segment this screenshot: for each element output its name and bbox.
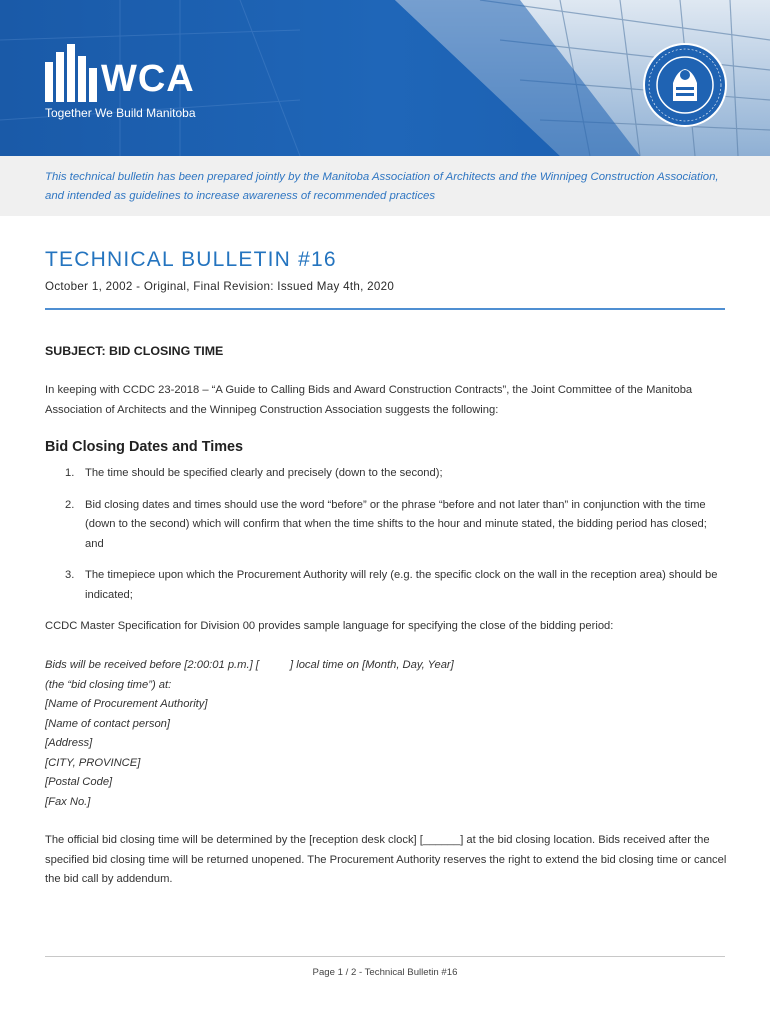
- intro-paragraph: In keeping with CCDC 23-2018 – “A Guide to Calling Bids and Award Construction Contracts”, the Joint Committee of the Manitoba Association of Architects and the Winnipeg Construction Association suggests the following:: [45, 384, 693, 416]
- header-banner: [0, 0, 770, 156]
- sample-line: [Name of Procurement Authority]: [45, 698, 208, 710]
- wca-logo: [45, 44, 245, 124]
- list-number: 3.: [65, 569, 75, 581]
- maa-seal: [643, 43, 727, 127]
- list-text: Bid closing dates and times should use the word “before” or the phrase “before and not later than” in conjunction with the time (down to the second) which will confirm that when the time shifts to the hour and minute stated, the bidding period has closed; and: [85, 498, 707, 550]
- intro-band: [0, 156, 770, 216]
- guideline-list: [45, 464, 727, 617]
- list-item: [45, 464, 727, 484]
- list-number: 2.: [65, 498, 75, 511]
- sample-line: Bids will be received before [2:00:01 p.m.] [ ] local time on [Month, Day, Year]: [45, 659, 454, 671]
- intro-text: This technical bulletin has been prepared jointly by the Manitoba Association of Architects and the Winnipeg Construction Association, and intended as guidelines to increase awareness of recommended practices: [45, 171, 719, 202]
- closing-paragraph: The official bid closing time will be determined by the [reception desk clock] [______] at the bid closing location. Bids received after the specified bid closing time will be returned unopened. The Procurement Authority reserves the right to extend the bid closing time or cancel the bid call by addendum.: [45, 834, 727, 885]
- bulletin-title: TECHNICAL BULLETIN #16: [45, 248, 337, 271]
- list-text: The timepiece upon which the Procurement Authority will rely (e.g. the specific clock on the wall in the reception area) should be indicated;: [85, 569, 718, 601]
- sample-line: [Address]: [45, 737, 93, 749]
- sample-line: [Fax No.]: [45, 795, 91, 808]
- bulletin-dateline: October 1, 2002 - Original, Final Revision: Issued May 4th, 2020: [45, 280, 395, 293]
- sample-line: [Name of contact person]: [45, 717, 170, 730]
- list-text: The time should be specified clearly and precisely (down to the second);: [85, 467, 443, 479]
- title-divider: [45, 308, 725, 310]
- list-item: [45, 566, 727, 605]
- subject-heading: SUBJECT: BID CLOSING TIME: [45, 344, 224, 358]
- sample-line: [Postal Code]: [45, 776, 113, 788]
- wca-logo-mark: [45, 44, 97, 102]
- ccdc-paragraph: CCDC Master Specification for Division 00 provides sample language for specifying the close of the bidding period:: [45, 620, 614, 632]
- sample-language: [45, 656, 505, 812]
- tagline: Together We Build Manitoba: [45, 106, 196, 120]
- list-number: 1.: [65, 467, 75, 479]
- wca-logo-text: WCA: [101, 58, 195, 100]
- section-heading: Bid Closing Dates and Times: [45, 439, 244, 455]
- sample-line: (the “bid closing time”) at:: [45, 678, 172, 691]
- footer-divider: [45, 956, 725, 957]
- page-footer: Page 1 / 2 - Technical Bulletin #16: [312, 967, 458, 978]
- sample-line: [CITY, PROVINCE]: [45, 756, 141, 769]
- list-item: [45, 496, 727, 555]
